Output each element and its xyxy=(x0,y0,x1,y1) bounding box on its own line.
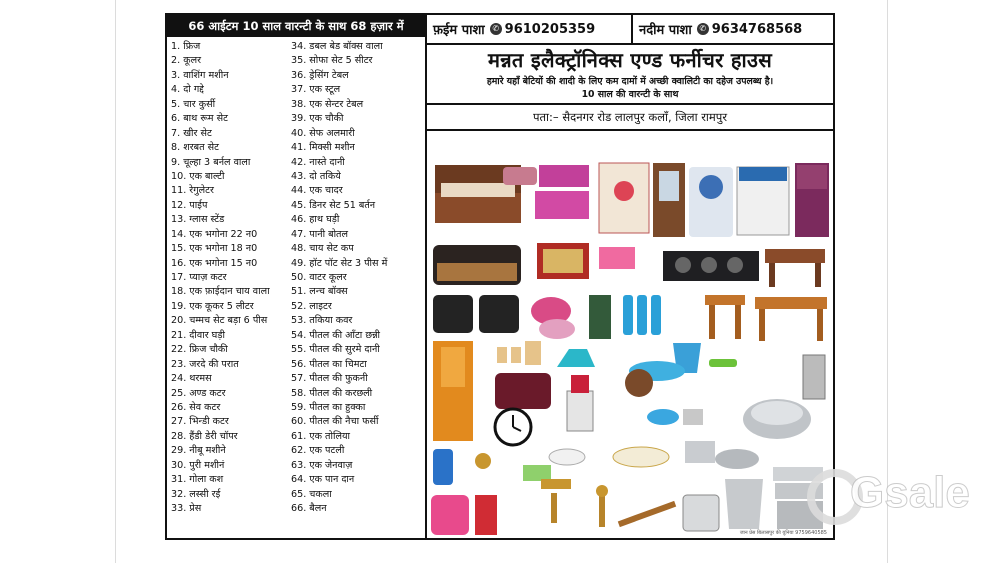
list-item: 9. चूल्हा 3 बर्नल वाला xyxy=(171,156,251,168)
list-item: 42. नास्ते दानी xyxy=(291,156,345,168)
list-item: 52. लाइटर xyxy=(291,300,332,312)
list-item: 2. कूलर xyxy=(171,55,201,67)
list-item: 39. एक चौकी xyxy=(291,113,344,125)
item-list-column-2 xyxy=(291,40,423,516)
sofa-chairs-icon xyxy=(433,295,519,333)
list-item: 58. पीतल की करछली xyxy=(291,387,373,399)
list-item: 33. प्रेस xyxy=(171,503,202,514)
list-item: 65. चकला xyxy=(291,488,332,500)
contact-1-phone[interactable]: 9610205359 xyxy=(504,21,596,37)
list-item: 5. चार कुर्सी xyxy=(171,98,216,110)
list-item: 22. फ्रिज चौकी xyxy=(171,344,228,356)
list-item: 47. पानी बोतल xyxy=(291,228,349,240)
list-item: 15. एक भगोना 18 न0 xyxy=(171,243,258,255)
product-collage xyxy=(427,161,833,538)
steel-utensils-icon xyxy=(743,399,811,439)
list-item: 35. सोफा सेट 5 सीटर xyxy=(291,55,373,67)
list-item: 6. बाथ रूम सेट xyxy=(171,113,228,125)
product-collage-illustration xyxy=(427,161,833,538)
list-item: 11. रेगुलेटर xyxy=(171,185,214,197)
list-item: 21. दीवार घड़ी xyxy=(171,329,225,341)
item-list-title: 66 आईटम 10 साल वारन्टी के साथ 68 हज़ार में xyxy=(167,15,425,37)
contact-2-phone[interactable]: 9634768568 xyxy=(711,21,803,37)
list-item: 41. मिक्सी मशीन xyxy=(291,142,355,154)
list-item: 56. पीतल का चिमटा xyxy=(291,358,367,370)
list-item: 55. पीतल की सुरमे दानी xyxy=(291,344,380,356)
list-item: 4. दो गद्दे xyxy=(171,84,204,96)
list-item: 36. ड्रेसिंग टेबल xyxy=(291,69,349,81)
shop-name: मन्नत इलैक्ट्रॉनिक्स एण्ड फर्नीचर हाउस xyxy=(487,48,773,72)
contact-2-name: नदीम पाशा xyxy=(639,23,692,38)
dinner-set-icon xyxy=(613,447,669,467)
list-item: 30. पुरी मशीनं xyxy=(171,459,225,471)
list-item: 63. एक जेनवाज़ xyxy=(291,459,353,471)
footer-credit: जान प्रेस बिलासपुर की युनिया 9759640585 xyxy=(739,530,827,536)
list-item: 12. पाईप xyxy=(171,199,208,211)
washing-machine-icon xyxy=(737,167,789,235)
contact-1 xyxy=(427,15,633,43)
list-item: 44. एक चादर xyxy=(291,185,343,197)
list-item: 62. एक पटली xyxy=(291,445,345,457)
list-item: 51. लन्च बॉक्स xyxy=(291,286,348,298)
iron-press-icon xyxy=(557,349,595,367)
list-item: 14. एक भगोना 22 न0 xyxy=(171,228,258,240)
dressing-table-icon xyxy=(653,163,685,237)
pressure-cooker-icon xyxy=(685,441,715,463)
list-item: 29. नीबू मशीने xyxy=(171,445,226,457)
item-list-column-1 xyxy=(171,40,289,516)
list-item: 48. चाय सेट कप xyxy=(291,243,354,255)
list-item: 10. एक बाल्टी xyxy=(171,170,225,182)
advertisement-poster xyxy=(165,13,835,540)
list-item: 27. भिन्डी कटर xyxy=(171,416,229,428)
lunch-box-icon xyxy=(475,495,497,535)
list-item: 66. बैलन xyxy=(291,503,327,514)
stool-icon xyxy=(705,295,745,339)
whatsapp-phone-icon: ✆ xyxy=(697,23,709,35)
gsale-logo-icon xyxy=(805,462,975,532)
list-item: 60. पीतल की नैचा फर्सी xyxy=(291,416,379,428)
warranty-line: 10 साल की वारन्टी के साथ xyxy=(427,88,833,105)
towel-icon xyxy=(599,247,635,269)
grater-icon xyxy=(803,355,825,399)
contacts-bar xyxy=(427,15,833,45)
contact-2 xyxy=(633,20,802,38)
almirah-icon xyxy=(599,163,649,233)
item-list-panel xyxy=(167,15,427,538)
list-item: 43. दो तकिये xyxy=(291,170,341,182)
glass-set-icon xyxy=(497,341,541,365)
hot-pot-icon xyxy=(531,297,575,339)
list-item: 7. खीर सेट xyxy=(171,127,212,139)
prayer-mat-icon xyxy=(589,295,611,339)
contact-1-name: फ़ईम पाशा xyxy=(433,23,485,38)
list-item: 46. हाथ घड़ी xyxy=(291,214,340,226)
list-item: 3. वाशिंग मशीन xyxy=(171,69,229,81)
pillow-icon xyxy=(503,167,537,185)
list-item: 40. सेफ अलमारी xyxy=(291,127,355,139)
thermos-icon xyxy=(433,449,453,485)
list-item: 8. शरबत सेट xyxy=(171,142,219,154)
list-item: 31. गोला कश xyxy=(171,474,224,486)
list-item: 37. एक स्टूल xyxy=(291,84,341,96)
watermark-text: Gsale xyxy=(850,468,970,517)
fridge-stand-icon xyxy=(495,373,551,409)
air-cooler-icon xyxy=(689,167,733,237)
onion-cutter-icon xyxy=(683,409,703,425)
gas-stove-icon xyxy=(663,251,759,281)
list-item: 53. तकिया कवर xyxy=(291,315,353,327)
wrist-watch-icon xyxy=(475,453,491,469)
brass-items-icon xyxy=(541,479,571,523)
list-item: 26. सेव कटर xyxy=(171,401,221,413)
list-item: 19. एक कूकर 5 लीटर xyxy=(171,300,254,312)
chakla-belan-icon xyxy=(625,369,653,397)
wall-clock-icon xyxy=(495,409,531,445)
left-frame-line xyxy=(115,0,116,563)
mixer-grinder-icon xyxy=(567,375,593,431)
fridge-icon xyxy=(795,163,829,237)
list-item: 38. एक सेन्टर टेबल xyxy=(291,98,364,110)
list-item: 28. हैंडी डेरी चॉपर xyxy=(171,430,238,442)
steel-drum-icon xyxy=(725,479,763,529)
list-item: 61. एक तोलिया xyxy=(291,430,351,442)
list-item: 54. पीतल की आँटा छन्नी xyxy=(291,329,381,341)
list-item: 20. चम्मच सेट बड़ा 6 पीस xyxy=(171,315,268,327)
patli-stool-icon xyxy=(647,409,679,425)
water-jug-icon xyxy=(431,495,469,535)
list-item: 23. जरदे की परात xyxy=(171,358,239,370)
bedsheet-icon xyxy=(537,243,589,279)
list-item: 13. ग्लास स्टेंड xyxy=(171,214,225,226)
list-item: 34. डबल बेड बॉक्स वाला xyxy=(291,41,383,52)
list-item: 25. अण्ड कटर xyxy=(171,387,226,399)
shop-address: पता:– सैदनगर रोड लालपुर कलाँ, जिला रामपुर xyxy=(427,105,833,131)
tea-set-icon xyxy=(549,449,585,465)
list-item: 59. पीतल का हुक्का xyxy=(291,401,366,413)
shop-panel xyxy=(427,15,833,538)
list-item: 49. हॉट पॉट सेट 3 पीस में xyxy=(291,257,388,269)
lemon-squeezer-icon xyxy=(709,359,737,367)
list-item: 1. फ्रिज xyxy=(171,41,201,52)
whatsapp-phone-icon: ✆ xyxy=(490,23,502,35)
list-item: 45. डिनर सेट 51 बर्तन xyxy=(291,199,376,211)
list-item: 32. लस्सी रई xyxy=(171,488,221,500)
plastic-chairs-icon xyxy=(433,341,473,441)
rolling-pin-icon xyxy=(618,501,676,527)
list-item: 57. पीतल की फुकनी xyxy=(291,373,368,385)
kadai-icon xyxy=(715,449,759,469)
cooker-5-litre-icon xyxy=(683,495,719,531)
list-item: 18. एक फ़ाईदान चाय वाला xyxy=(171,286,270,298)
list-item: 17. प्याज़ कटर xyxy=(171,272,227,283)
list-item: 64. एक पान दान xyxy=(291,474,355,486)
center-table-icon xyxy=(765,249,825,287)
hot-case-icon xyxy=(523,465,551,481)
tagline: हमारे यहाँ बेटियों की शादी के लिए कम दामों में अच्छी क्वालिटी का दहेज उपलब्ध है। xyxy=(486,76,774,87)
sofa-icon xyxy=(433,245,521,285)
list-item: 16. एक भगोना 15 न0 xyxy=(171,257,258,269)
mattress-icon xyxy=(535,165,589,219)
water-bottle-icon xyxy=(623,295,661,335)
list-item: 50. वाटर कूलर xyxy=(291,272,347,283)
brass-hookah-icon xyxy=(596,485,608,527)
list-item: 24. थरमस xyxy=(171,373,212,385)
wooden-chowki-icon xyxy=(755,297,827,341)
